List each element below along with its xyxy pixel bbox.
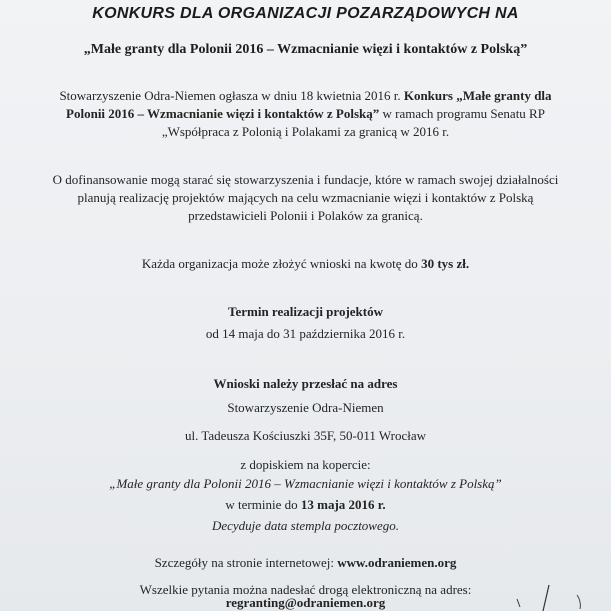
- details-label: Szczegóły na stronie internetowej:: [154, 555, 338, 570]
- deadline-text: w terminie do: [225, 497, 301, 512]
- amount-text: Każda organizacja może złożyć wnioski na kwotę do: [141, 256, 422, 271]
- term-dates: od 14 maja do 31 października 2016 r.: [205, 326, 406, 341]
- submission-note: z dopiskiem na kopercie:: [240, 457, 371, 472]
- deadline-date: 13 maja 2016 r.: [300, 497, 386, 512]
- details-line: [0, 555, 611, 571]
- eligibility-line-2: planują realizację projektów mających na celu wzmacnianie więzi i kontaktów z Polską: [77, 190, 534, 205]
- submission-deadline: [0, 497, 611, 513]
- intro-line-2: [0, 106, 611, 122]
- submission-heading: Wnioski należy przesłać na adres: [213, 376, 398, 391]
- postmark-note: Decyduje data stempla pocztowego.: [211, 518, 399, 533]
- intro-line-1: [0, 88, 611, 104]
- intro-line-2-text: w ramach programu Senatu RP: [379, 106, 545, 121]
- intro-line-1-bold: Konkurs „Małe granty dla: [403, 88, 552, 103]
- term-heading: Termin realizacji projektów: [227, 304, 383, 319]
- submission-address: ul. Tadeusza Kościuszki 35F, 50-011 Wrocław: [185, 428, 426, 443]
- intro-line-3: „Współpraca z Polonią i Polakami za granicą w 2016 r.: [161, 124, 450, 139]
- document-title: KONKURS DLA ORGANIZACJI POZARZĄDOWYCH NA: [92, 5, 519, 22]
- eligibility-line-1: O dofinansowanie mogą starać się stowarzyszenia i fundacje, które w ramach swojej działalności: [52, 172, 559, 187]
- envelope-text: „Małe granty dla Polonii 2016 – Wzmacnianie więzi i kontaktów z Polską”: [109, 476, 502, 491]
- contact-email[interactable]: regranting@odraniemen.org: [225, 595, 386, 610]
- document-subtitle: „Małe granty dla Polonii 2016 – Wzmacnianie więzi i kontaktów z Polską”: [83, 42, 528, 57]
- intro-line-2-bold: Polonii 2016 – Wzmacnianie więzi i kontaktów z Polską”: [66, 106, 380, 121]
- amount-value: 30 tys zł.: [421, 256, 470, 271]
- contact-label: Wszelkie pytania można nadesłać drogą elektroniczną na adres:: [139, 582, 472, 597]
- eligibility-line-3: przedstawicieli Polonii i Polaków za granicą.: [188, 208, 423, 223]
- website-link[interactable]: www.odraniemen.org: [337, 555, 457, 570]
- intro-line-1-text: Stowarzyszenie Odra-Niemen ogłasza w dniu 18 kwietnia 2016 r.: [59, 88, 404, 103]
- submission-org: Stowarzyszenie Odra-Niemen: [227, 400, 384, 415]
- pencil-mark-icon: [487, 581, 597, 611]
- amount-line: [0, 256, 611, 272]
